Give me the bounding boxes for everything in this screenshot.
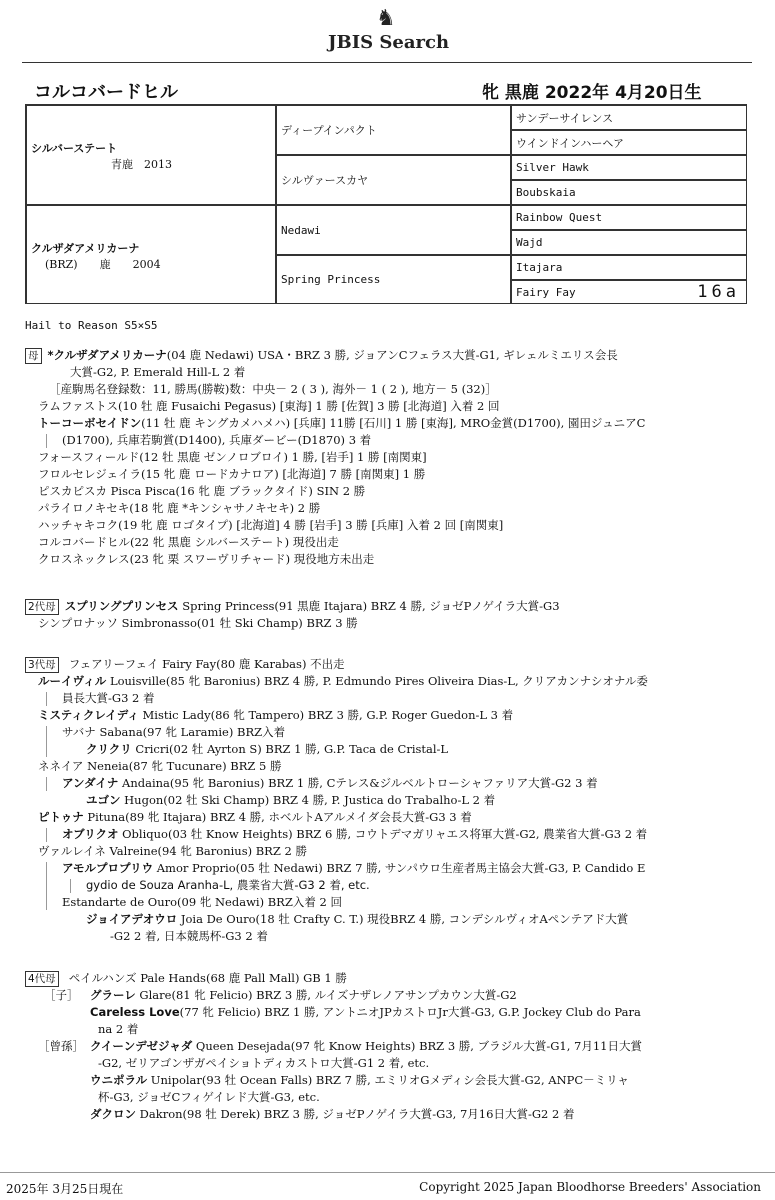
- family-line: アンダイナ Andaina(95 牝 Baronius) BRZ 1 勝, Cテレス&ジルベルトローシャファリア大賞-G2 3 着: [62, 776, 598, 790]
- gen3-name: Boubskaia: [516, 186, 576, 199]
- dam-detail: (BRZ) 鹿 2004: [45, 257, 161, 271]
- family-line: -G2, ゼリアゴンザガペイショトディカストロ大賞-G1 2 着, etc.: [98, 1056, 430, 1070]
- family-line: アモルプロプリウ Amor Proprio(05 牡 Nedawi) BRZ 7 勝, サンパウロ生産者馬主協会大賞-G3, P. Candido E: [62, 861, 646, 875]
- gen3-name: Wajd: [516, 236, 543, 249]
- gen2-name: シルヴァースカヤ: [281, 174, 369, 187]
- indent-bar: [46, 777, 47, 791]
- pedigree-sire-cell: [26, 105, 276, 205]
- progeny-line: フォースフィールド(12 牡 黒鹿 ゼンノロブロイ) 1 勝, [岩手] 1 勝 [南関東]: [38, 450, 427, 464]
- section-tag-4th-dam: 4代母: [25, 971, 59, 987]
- family-number: 16a: [697, 282, 740, 302]
- progeny-line: コルコバードヒル(22 牝 黒鹿 シルバーステート) 現役出走: [38, 535, 339, 549]
- progeny-line: トーコーボセイドン(11 牡 鹿 キングカメハメハ) [兵庫] 11勝 [石川] 1 勝 [東海], MRO金賞(D1700), 園田ジュニアC: [38, 416, 646, 430]
- family-line: ミスティクレイディ Mistic Lady(86 牝 Tampero) BRZ 3 勝, G.P. Roger Guedon-L 3 着: [38, 708, 514, 722]
- family-line: ダクロン Dakron(98 牡 Derek) BRZ 3 勝, ジョゼPノゲイラ大賞-G3, 7月16日大賞-G2 2 着: [90, 1107, 575, 1121]
- family-line: Careless Love(77 牝 Felicio) BRZ 1 勝, アントニオJPカストロJr大賞-G3, G.P. Jockey Club do Para: [90, 1005, 641, 1019]
- second-dam-line: 2代母 スプリングプリンセス Spring Princess(91 黒鹿 Itajara) BRZ 4 勝, ジョゼPノゲイラ大賞-G3: [25, 598, 560, 615]
- section-tag-3rd-dam: 3代母: [25, 657, 59, 673]
- dam-line: [25, 347, 618, 364]
- great-grandchild-label: ［曾孫］: [38, 1039, 84, 1053]
- logo-text: JBIS Search: [328, 32, 450, 53]
- indent-bar: [46, 434, 47, 448]
- family-line: 員長大賞-G3 2 着: [62, 691, 155, 705]
- sire-detail: 青鹿 2013: [111, 158, 172, 171]
- pedigree-dam-cell: [26, 205, 276, 304]
- gen3-name: Itajara: [516, 261, 563, 274]
- gen3-name: Rainbow Quest: [516, 211, 603, 224]
- indent-bar: [70, 879, 71, 893]
- gen3-name: ウインドインハーヘア: [516, 136, 625, 150]
- family-line: ユゴン Hugon(02 牡 Ski Champ) BRZ 4 勝, P. Justica do Trabalho-L 2 着: [86, 793, 496, 807]
- progeny-line: フロルセレジェイラ(15 牝 鹿 ロードカナロア) [北海道] 7 勝 [南関東] 1 勝: [38, 467, 426, 481]
- dam-name: クルザダアメリカーナ: [31, 241, 140, 255]
- family-line: Estandarte de Ouro(09 牝 Nedawi) BRZ入着 2 回: [62, 895, 342, 909]
- pedigree-gen3-cell: [511, 205, 747, 230]
- indent-bar: [46, 828, 47, 842]
- pedigree-gen2-cell: [276, 255, 511, 304]
- indent-bar: [46, 726, 47, 757]
- progeny-line: ラムファストス(10 牡 鹿 Fusaichi Pegasus) [東海] 1 勝 [佐賀] 3 勝 [北海道] 入着 2 回: [38, 399, 500, 413]
- gen2-name: Spring Princess: [281, 273, 381, 286]
- indent-bar: [46, 692, 47, 706]
- second-dam-progeny: シンプロナッソ Simbronasso(01 牡 Ski Champ) BRZ 3 勝: [38, 616, 358, 630]
- horse-rider-icon: ♞: [376, 6, 396, 31]
- inbreeding-note: Hail to Reason S5×S5: [25, 319, 158, 332]
- progeny-line: ハッチャキコク(19 牝 鹿 ロゴタイプ) [北海道] 4 勝 [岩手] 3 勝 [兵庫] 入着 2 回 [南関東]: [38, 518, 504, 532]
- family-line: ウニポラル Unipolar(93 牡 Ocean Falls) BRZ 7 勝, エミリオGメディシ会長大賞-G2, ANPC－ミリャ: [90, 1073, 629, 1087]
- as-of-date: 2025年 3月25日現在: [6, 1182, 124, 1196]
- copyright: Copyright 2025 Japan Bloodhorse Breeders' Association: [419, 1180, 761, 1194]
- jbis-search-logo[interactable]: [328, 6, 468, 52]
- progeny-line: (D1700), 兵庫若駒賞(D1400), 兵庫ダービー(D1870) 3 着: [62, 433, 372, 447]
- indent-bar: [46, 862, 47, 910]
- family-line: クイーンデゼジャダ Queen Desejada(97 牝 Know Heights) BRZ 3 勝, ブラジル大賞-G1, 7月11日大賞: [90, 1039, 642, 1053]
- family-line: ピトゥナ Pituna(89 牝 Itajara) BRZ 4 勝, ホベルトAアルメイダ会長大賞-G3 3 着: [38, 810, 472, 824]
- pedigree-gen3-cell: [511, 255, 747, 280]
- pedigree-gen3-cell: [511, 280, 747, 304]
- third-dam-line: 3代母 フェアリーフェイ Fairy Fay(80 鹿 Karabas) 不出走: [25, 656, 345, 673]
- pedigree-gen2-cell: [276, 205, 511, 255]
- family-line: ヴァルレイネ Valreine(94 牝 Baronius) BRZ 2 勝: [38, 844, 307, 858]
- header-divider: [22, 62, 752, 63]
- pedigree-gen2-cell: [276, 105, 511, 155]
- dam-name-bold: *クルザダアメリカーナ: [47, 348, 167, 362]
- horse-info: 牝 黒鹿 2022年 4月20日生: [482, 83, 702, 103]
- pedigree-gen3-cell: [511, 180, 747, 205]
- family-line: ジョイアデオウロ Joia De Ouro(18 牡 Crafty C. T.) 現役BRZ 4 勝, コンデシルヴィオAペンテアド大賞: [86, 912, 629, 926]
- family-line: 杯-G3, ジョゼCフィゲイレド大賞-G3, etc.: [98, 1090, 320, 1104]
- pedigree-table: [25, 104, 747, 304]
- family-line: サバナ Sabana(97 牝 Laramie) BRZ入着: [62, 725, 286, 739]
- gen2-name: Nedawi: [281, 223, 321, 237]
- family-line: ネネイア Neneia(87 牝 Tucunare) BRZ 5 勝: [38, 759, 282, 773]
- dam-progeny-stats: ［産駒馬名登録数：11, 勝馬(勝鞍)数：中央－ 2 ( 3 ), 海外－ 1 ( 2 ), 地方－ 5 (32)］: [49, 382, 497, 396]
- child-label: ［子］: [44, 988, 79, 1002]
- family-line: na 2 着: [98, 1022, 139, 1036]
- family-line: クリクリ Cricri(02 牡 Ayrton S) BRZ 1 勝, G.P. Taca de Cristal-L: [86, 742, 449, 756]
- family-line: オブリクオ Obliquo(03 牡 Know Heights) BRZ 6 勝, コウトデマガリャエス将軍大賞-G2, 農業省大賞-G3 2 着: [62, 827, 648, 841]
- family-line: グラーレ Glare(81 牝 Felicio) BRZ 3 勝, ルイズナザレノアサンプカウン大賞-G2: [90, 988, 517, 1002]
- gen3-name: Silver Hawk: [516, 161, 589, 174]
- progeny-line: パライロノキセキ(18 牝 鹿 *キンシャサノキセキ) 2 勝: [38, 501, 321, 515]
- gen2-name: ディープインパクト: [281, 124, 377, 137]
- footer-divider: [0, 1172, 775, 1173]
- progeny-line: クロスネックレス(23 牝 栗 スワーヴリチャード) 現役地方未出走: [38, 552, 375, 566]
- pedigree-gen3-cell: [511, 105, 747, 130]
- pedigree-gen3-cell: [511, 230, 747, 255]
- pedigree-gen3-cell: [511, 155, 747, 180]
- family-line: -G2 2 着, 日本競馬杯-G3 2 着: [110, 929, 268, 943]
- family-line: ルーイヴィル Louisville(85 牝 Baronius) BRZ 4 勝, P. Edmundo Pires Oliveira Dias-L, クリアカンナシオナル委: [38, 674, 648, 688]
- section-tag-dam: 母: [25, 348, 42, 364]
- fourth-dam-line: 4代母 ペイルハンズ Pale Hands(68 鹿 Pall Mall) GB 1 勝: [25, 970, 347, 987]
- family-line: gydio de Souza Aranha-L, 農業省大賞-G3 2 着, etc.: [86, 878, 370, 892]
- section-tag-2nd-dam: 2代母: [25, 599, 59, 615]
- dam-detail-text: (04 鹿 Nedawi) USA・BRZ 3 勝, ジョアンCフェラス大賞-G1, ギレェルミエリス会長: [166, 348, 618, 362]
- gen3-name: Fairy Fay: [516, 285, 576, 299]
- pedigree-gen2-cell: [276, 155, 511, 205]
- dam-line-cont: 大賞-G2, P. Emerald Hill-L 2 着: [70, 365, 246, 379]
- horse-name: コルコバードヒル: [34, 82, 178, 103]
- pedigree-gen3-cell: [511, 130, 747, 155]
- sire-name: シルバーステート: [31, 142, 118, 155]
- progeny-line: ピスカピスカ Pisca Pisca(16 牝 鹿 ブラックタイド) SIN 2 勝: [38, 484, 366, 498]
- gen3-name: サンデーサイレンス: [516, 111, 614, 125]
